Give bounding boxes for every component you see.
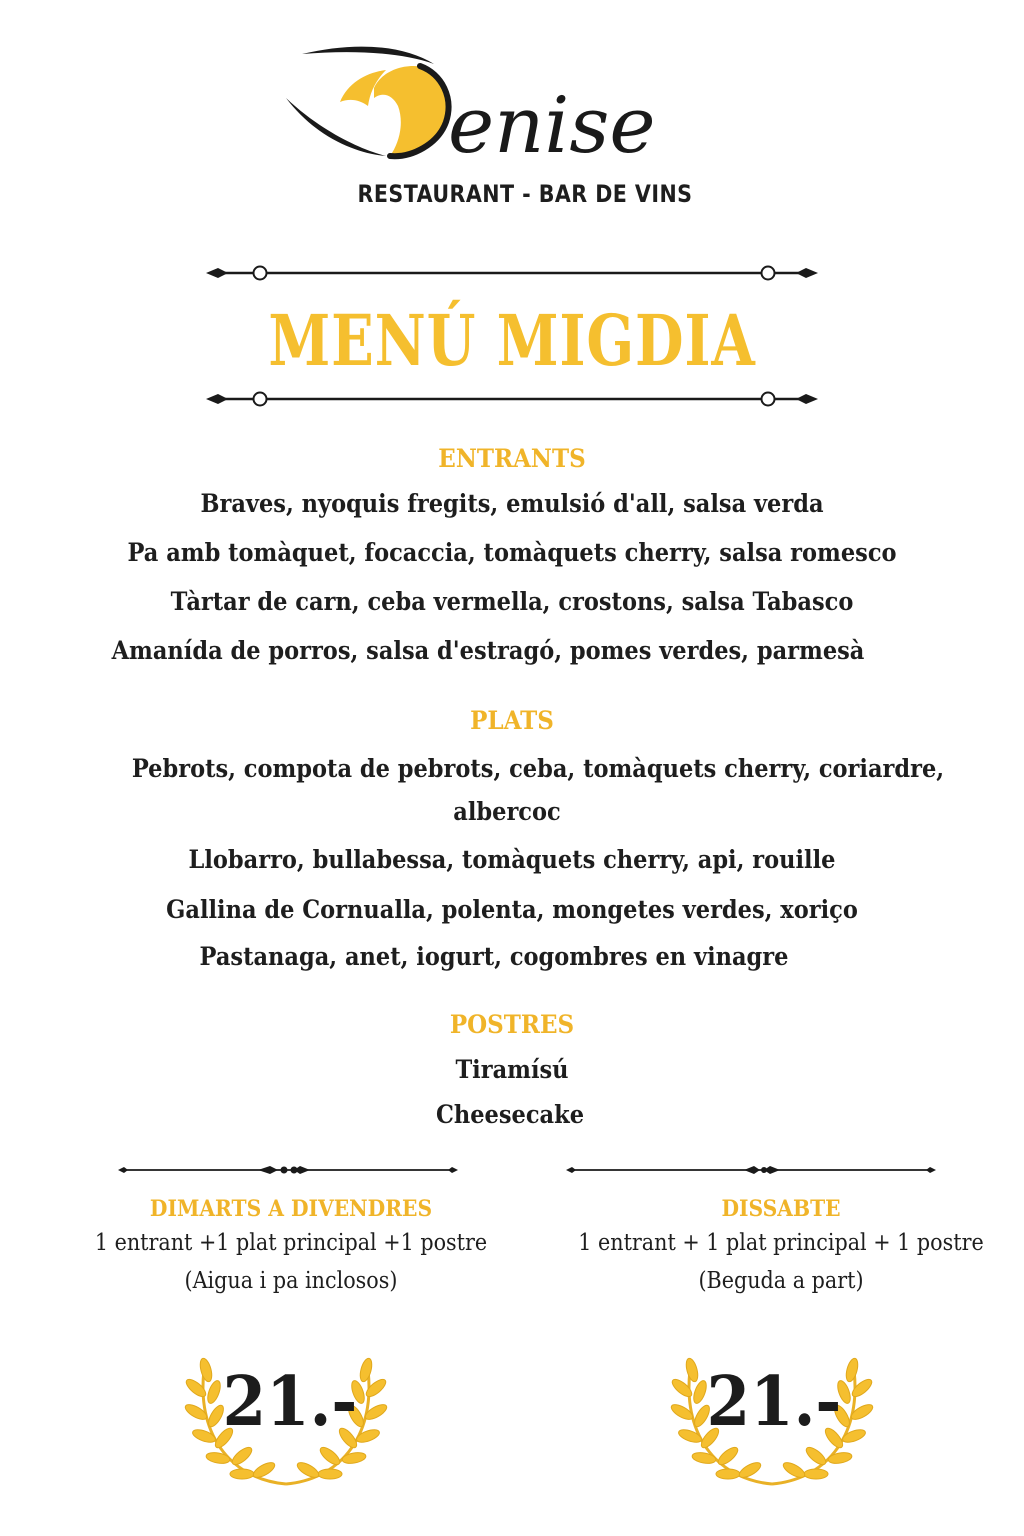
offer-note: (Aigua i pa inclosos)	[184, 1268, 398, 1294]
price-saturday: 21.-	[706, 1362, 842, 1442]
offer-divider-right	[566, 1162, 936, 1178]
price-weekdays: 21.-	[222, 1362, 358, 1442]
offer-divider-left	[118, 1162, 458, 1178]
logo-swoosh	[286, 98, 386, 156]
title-divider-top	[204, 262, 820, 284]
dish-item: Braves, nyoquis fregits, emulsió d'all, salsa verda	[200, 489, 824, 518]
brand-subtitle: RESTAURANT - BAR DE VINS	[357, 180, 693, 208]
title-divider-bottom	[204, 388, 820, 410]
section-heading-postres: POSTRES	[449, 1010, 575, 1039]
dish-item: Gallina de Cornualla, polenta, mongetes verdes, xoriço	[166, 895, 858, 924]
dish-item: Pastanaga, anet, iogurt, cogombres en vinagre	[199, 942, 789, 971]
dish-item: Pa amb tomàquet, focaccia, tomàquets cherry, salsa romesco	[127, 538, 897, 567]
dish-item: Tiramísú	[455, 1055, 569, 1084]
dish-item: albercoc	[453, 797, 561, 826]
section-heading-plats: PLATS	[470, 706, 554, 735]
offer-note: (Beguda a part)	[698, 1268, 864, 1294]
logo-text: enise	[448, 81, 656, 170]
offer-heading: DIMARTS A DIVENDRES	[149, 1196, 433, 1222]
dish-item: Amanída de porros, salsa d'estragó, pomes verdes, parmesà	[111, 636, 865, 665]
dish-item: Pebrots, compota de pebrots, ceba, tomàquets cherry, coriardre,	[131, 754, 945, 783]
menu-title: MENÚ MIGDIA	[268, 299, 756, 382]
offer-weekdays	[56, 1196, 526, 1294]
offer-heading: DISSABTE	[721, 1196, 841, 1222]
dish-item: Llobarro, bullabessa, tomàquets cherry, api, rouille	[188, 845, 836, 874]
dish-item: Tàrtar de carn, ceba vermella, crostons, salsa Tabasco	[170, 587, 854, 616]
denise-logo	[282, 40, 702, 170]
offer-description: 1 entrant +1 plat principal +1 postre	[94, 1230, 488, 1256]
logo-top-swoosh	[302, 47, 434, 64]
offer-description: 1 entrant + 1 plat principal + 1 postre	[578, 1230, 984, 1256]
dish-item: Cheesecake	[435, 1100, 585, 1129]
section-heading-entrants: ENTRANTS	[438, 444, 586, 473]
offer-saturday	[546, 1196, 1016, 1294]
